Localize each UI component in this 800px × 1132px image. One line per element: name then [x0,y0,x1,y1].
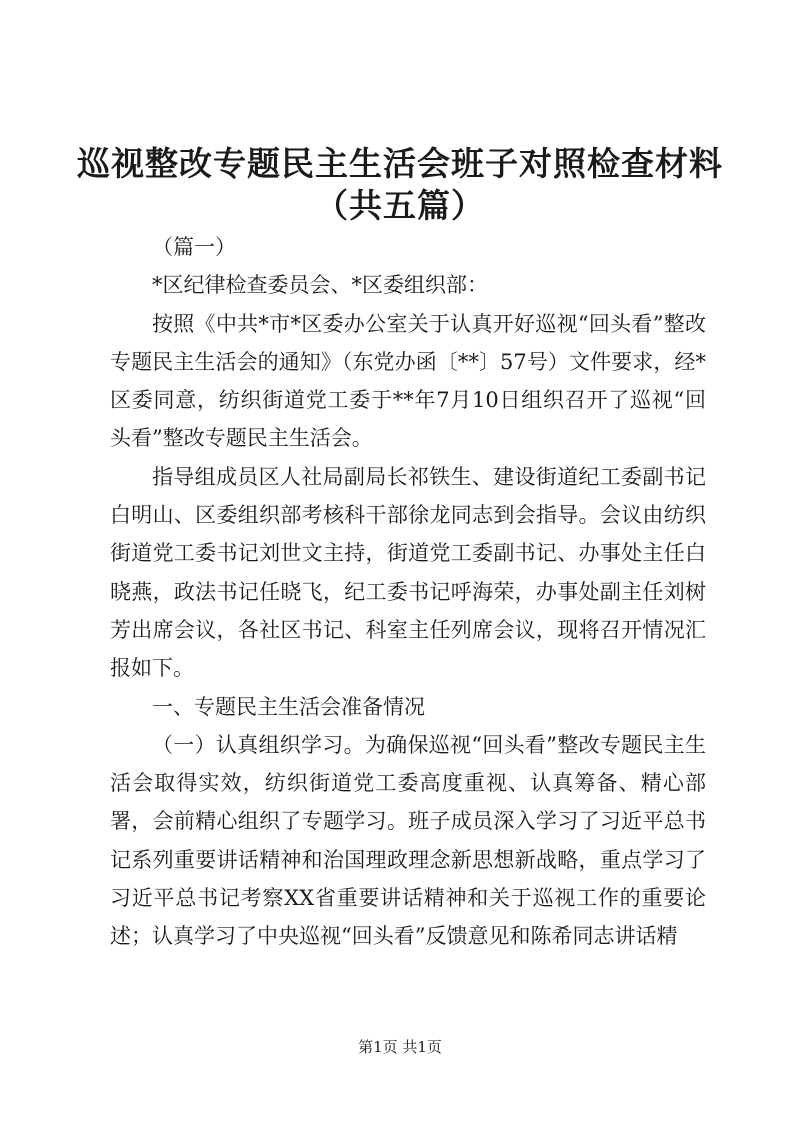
body-paragraph: 指导组成员区人社局副局长祁铁生、建设街道纪工委副书记白明山、区委组织部考核科干部徐龙同志到会指导。会议由纺织街道党工委书记刘世文主持，街道党工委副书记、办事处主任白晓燕，政法书记任晓飞，纪工委书记呼海荣，办事处副主任刘树芳出席会议，各社区书记、科室主任列席会议，现将召开情况汇报如下。 [110,464,706,681]
salutation: *区纪律检查委员会、*区委组织部： [152,273,488,298]
page-footer: 第1页 共1页 [358,1038,442,1056]
section-label: （篇一） [152,235,236,259]
document-body [110,228,706,956]
body-paragraph: 按照《中共*市*区委办公室关于认真开好巡视“回头看”整改专题民主生活会的通知》（东党办函〔**〕57号）文件要求，经*区委同意，纺织街道党工委于**年7月10日组织召开了巡视“回头看”整改专题民主生活会。 [110,311,706,451]
section-heading: 一、专题民主生活会准备情况 [152,694,425,719]
document-subtitle: （共五篇） [315,186,485,225]
body-paragraph: （一）认真组织学习。为确保巡视“回头看”整改专题民主生活会取得实效，纺织街道党工委高度重视、认真筹备、精心部署，会前精心组织了专题学习。班子成员深入学习了习近平总书记系列重要讲话精神和治国理政理念新思想新战略，重点学习了习近平总书记考察XX省重要讲话精神和关于巡视工作的重要论述；认真学习了中央巡视“回头看”反馈意见和陈希同志讲话精 [110,732,706,949]
document-title: 巡视整改专题民主生活会班子对照检查材料 [77,144,723,183]
